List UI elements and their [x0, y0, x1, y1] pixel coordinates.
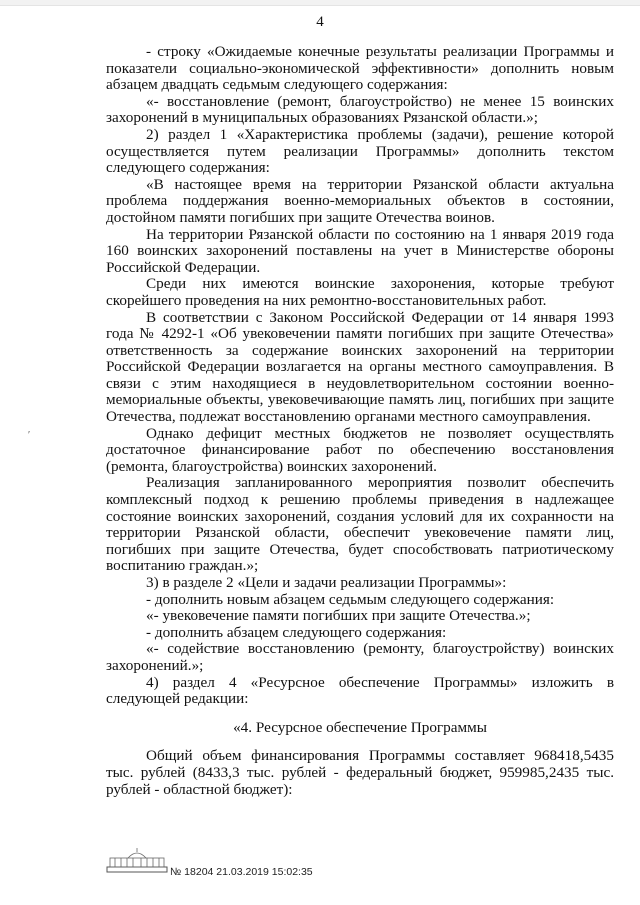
government-building-emblem-icon — [106, 846, 168, 874]
page-number: 4 — [316, 14, 324, 30]
paragraph-list — [106, 44, 614, 708]
paragraph: 2) раздел 1 «Характеристика проблемы (задачи), решение которой осуществляется путем реализации Программы» дополнить текстом следующего содержания: — [106, 125, 614, 177]
section-heading: «4. Ресурсное обеспечение Программы — [233, 718, 487, 736]
paragraph: «- содействие восстановлению (ремонту, благоустройству) воинских захоронений.»; — [106, 640, 614, 674]
paragraph: «В настоящее время на территории Рязанской области актуальна проблема поддержания военно-мемориальных объектов в состоянии, достойном памяти погибших при защите Отечества воинов. — [106, 175, 614, 226]
paragraph: - дополнить новым абзацем седьмым следующего содержания: — [146, 590, 555, 608]
paragraph: - дополнить абзацем следующего содержания: — [146, 623, 447, 641]
paragraph: Реализация запланированного мероприятия позволит обеспечить комплексный подход к решению проблемы приведения в надлежащее состояние воинских захоронений, создания условий для их сохранности на территории Рязанской области, обеспечит увековечение памяти лиц, погибших при защите Отечества, будет способствовать патриотическому воспитанию граждан.»; — [106, 474, 614, 575]
document-body — [106, 44, 614, 798]
paragraph: 3) в разделе 2 «Цели и задачи реализации Программы»: — [146, 574, 507, 591]
scan-top-edge — [0, 0, 640, 6]
financing-paragraph: Общий объем финансирования Программы составляет 968418,5435 тыс. рублей (8433,3 тыс. рублей - федеральный бюджет, 959985,2435 тыс. рублей - областной бюджет): — [106, 747, 614, 798]
paragraph: Среди них имеются воинские захоронения, которые требуют скорейшего проведения на них ремонтно-восстановительных работ. — [106, 275, 614, 309]
paragraph: - строку «Ожидаемые конечные результаты реализации Программы и показатели социально-экономической эффективности» дополнить новым абзацем двадцать седьмым следующего содержания: — [106, 43, 614, 94]
paragraph: В соответствии с Законом Российской Федерации от 14 января 1993 года № 4292-1 «Об увековечении памяти погибших при защите Отечества» ответственность за содержание воинских захоронений на территории Российской Федерации возлагается на органы местного самоуправления. В связи с этим находящиеся в неудовлетворительном состоянии военно-мемориальные объекты, увековечивающие память лиц, погибших при защите Отечества, подлежат восстановлению органами местного самоуправления. — [106, 308, 614, 426]
registration-stamp: № 18204 21.03.2019 15:02:35 — [170, 866, 313, 878]
paragraph: 4) раздел 4 «Ресурсное обеспечение Программы» изложить в следующей редакции: — [106, 673, 614, 708]
paragraph: «- увековечение памяти погибших при защите Отечества.»; — [146, 607, 531, 625]
document-footer — [106, 846, 406, 878]
paragraph: На территории Рязанской области по состоянию на 1 января 2019 года 160 воинских захоронений поставлены на учет в Министерстве обороны Российской Федерации. — [106, 225, 614, 276]
paragraph: Однако дефицит местных бюджетов не позволяет осуществлять достаточное финансирование работ по обеспечению восстановления (ремонта, благоустройства) воинских захоронений. — [106, 424, 614, 475]
margin-mark: ′ — [28, 430, 31, 441]
paragraph: «- восстановление (ремонт, благоустройство) не менее 15 воинских захоронений в муниципальных образованиях Рязанской области.»; — [106, 92, 614, 127]
